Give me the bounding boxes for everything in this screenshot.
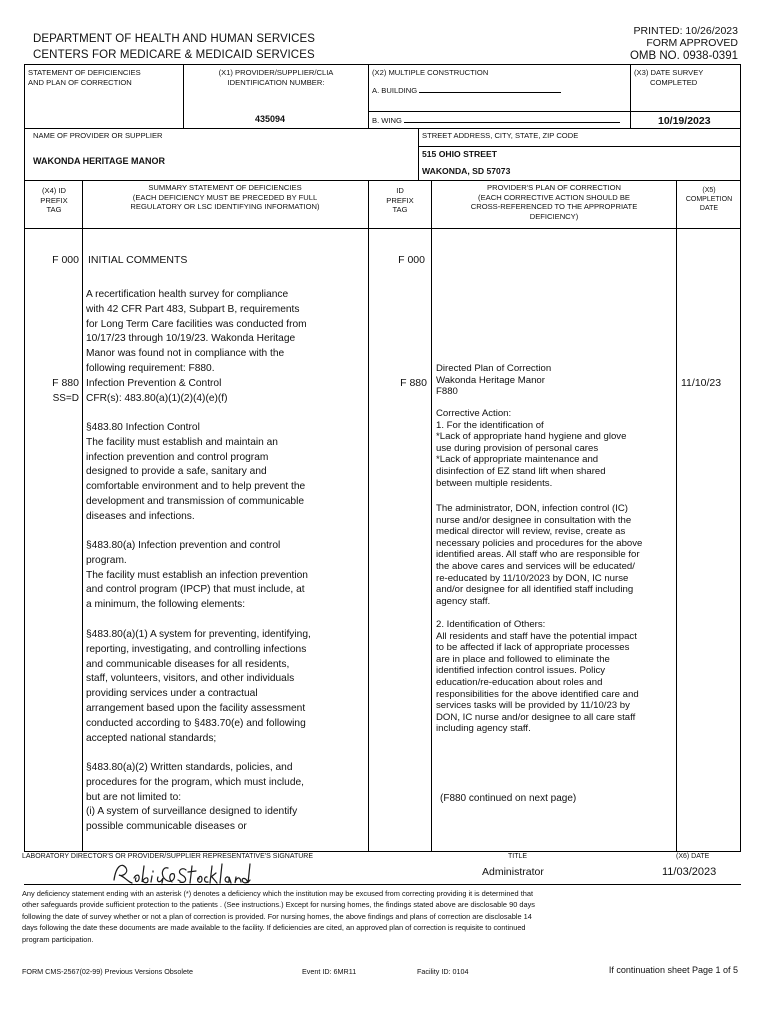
statement-label-1: STATEMENT OF DEFICIENCIES [28, 68, 141, 77]
provider-id: 435094 [255, 114, 286, 124]
summary-block-1 [86, 288, 366, 406]
f880-cfr: CFR(s): 483.80(a)(1)(2)(4)(e)(f) [86, 392, 228, 404]
plan-line: identified areas. All staff who are responsible for [436, 549, 640, 561]
summary-line: designed to provide a safe, sanitary and [86, 466, 267, 478]
summary-line: a minimum, the following elements: [86, 599, 246, 611]
disclaimer-line: Any deficiency statement ending with an asterisk (*) denotes a deficiency which the institution may be excused from correcting providing it is determined that [22, 889, 534, 898]
agency-line-1: DEPARTMENT OF HEALTH AND HUMAN SERVICES [33, 33, 316, 45]
plan-line: responsibilities for the above identified care and [436, 688, 639, 700]
x4-header-1: (X4) ID [41, 186, 67, 195]
plan-line: the above cares and services will be educated/ [436, 560, 635, 572]
plan-line: identified infection control issues. Policy [436, 665, 606, 677]
x1-label [186, 68, 366, 87]
plan-continued-note: (F880 continued on next page) [440, 793, 577, 804]
summary-line: §483.80(a)(1) A system for preventing, identifying, [86, 629, 311, 640]
plan-block-1 [436, 363, 676, 398]
plan-block-2 [436, 408, 676, 489]
summary-line: 10/17/23 through 10/19/23. Wakonda Heritage [86, 333, 296, 345]
summary-header-2: (EACH DEFICIENCY MUST BE PRECEDED BY FULL [132, 192, 318, 202]
plan-line: All residents and staff have the potential impact [436, 630, 637, 642]
plan-line: nurse and/or designee in consultation with the [436, 514, 632, 526]
disclaimer-line: following the date of survey whether or not a plan of correction is provided. For nursing homes, the above findings and plans of correction are disclosable 14 [22, 911, 532, 921]
completion-header-3: DATE [699, 205, 719, 212]
statement-label [28, 68, 141, 87]
tag-f880-right: F 880 [400, 377, 427, 389]
summary-line: (i) A system of surveillance designed to identify [86, 806, 298, 818]
event-id: Event ID: 6MR11 [302, 967, 357, 976]
printed-date: PRINTED: 10/26/2023 [633, 25, 738, 37]
survey-date: 10/19/2023 [658, 115, 711, 127]
summary-line: The facility must establish an infection prevention [86, 569, 308, 581]
summary-header-1: SUMMARY STATEMENT OF DEFICIENCIES [148, 183, 302, 192]
x1-label-2: IDENTIFICATION NUMBER: [227, 77, 325, 87]
x4-header [26, 186, 82, 215]
title-label: TITLE [508, 853, 528, 860]
summary-line: Manor was found not in compliance with the [86, 348, 285, 360]
plan-line: F880 [436, 386, 458, 398]
plan-header-3: CROSS-REFERENCED TO THE APPROPRIATE [470, 202, 638, 211]
x4-header-2: PREFIX [40, 195, 68, 205]
tag-f000-right: F 000 [398, 254, 425, 266]
plan-line: Directed Plan of Correction [436, 363, 552, 374]
summary-line: but are not limited to: [86, 791, 182, 803]
form-number: FORM CMS-2567(02-99) Previous Versions Obsolete [22, 967, 193, 976]
summary-line: reporting, investigating, and controlling infections [86, 643, 307, 655]
plan-header [433, 183, 675, 221]
plan-line: services tasks will be provided by 11/10/23 by [436, 700, 630, 712]
summary-line: staff, volunteers, visitors, and other individuals [86, 673, 295, 685]
tag-f000-left: F 000 [52, 254, 79, 266]
wing-field [372, 114, 620, 126]
summary-line: with 42 CFR Part 483, Subpart B, requirements [86, 303, 300, 315]
disclaimer-line: other safeguards provide sufficient protection to the patients . (See instructions.) Except for nursing homes, the findings stated above are disclosable 90 days [22, 900, 535, 910]
summary-header [84, 183, 366, 212]
plan-line: education/re-education about roles and [436, 676, 603, 688]
summary-line: arrangement based upon the facility assessment [86, 702, 306, 714]
id-header-2: PREFIX [386, 195, 414, 205]
plan-line: *Lack of appropriate hand hygiene and glove [436, 431, 627, 443]
form-approved: FORM APPROVED [646, 37, 738, 49]
provider-name-label: NAME OF PROVIDER OR SUPPLIER [33, 131, 163, 140]
plan-block-3 [436, 503, 676, 607]
plan-line: are in place and followed to eliminate the [436, 653, 610, 665]
scope-severity: SS=D [52, 393, 79, 404]
plan-block-4 [436, 619, 676, 735]
plan-header-2: (EACH CORRECTIVE ACTION SHOULD BE [478, 192, 630, 202]
address-label: STREET ADDRESS, CITY, STATE, ZIP CODE [422, 131, 579, 140]
disclaimer-line: days following the date these documents are made available to the facility. If deficiencies are cited, an approved plan of correction is requisite to continued [22, 923, 526, 933]
facility-id: Facility ID: 0104 [417, 967, 469, 976]
building-label: A. BUILDING [372, 86, 418, 95]
statement-label-2: AND PLAN OF CORRECTION [28, 77, 132, 87]
summary-line: program. [86, 554, 127, 566]
signature-label: LABORATORY DIRECTOR'S OR PROVIDER/SUPPLIER REPRESENTATIVE'S SIGNATURE [22, 853, 314, 860]
plan-line: necessary policies and procedures for the above [436, 537, 643, 549]
plan-header-4: DEFICIENCY) [529, 211, 579, 221]
summary-line: A recertification health survey for compliance [86, 289, 289, 300]
plan-line: Corrective Action: [436, 408, 512, 419]
plan-line: including agency staff. [436, 723, 531, 735]
summary-line: possible communicable diseases or [86, 821, 247, 833]
omb-number: OMB NO. 0938-0391 [629, 50, 738, 62]
plan-line: medical director will review, revise, create as [436, 526, 626, 538]
plan-line: 1. For the identification of [436, 419, 544, 431]
summary-line: following requirement: F880. [86, 362, 215, 374]
plan-line: The administrator, DON, infection control (IC) [436, 503, 628, 514]
summary-line: §483.80(a) Infection prevention and control [86, 540, 281, 551]
id-header [370, 186, 430, 215]
summary-line: development and transmission of communicable [86, 495, 305, 507]
provider-name: WAKONDA HERITAGE MANOR [33, 156, 165, 166]
x4-header-3: TAG [46, 205, 62, 214]
completion-date: 11/10/23 [681, 377, 722, 389]
initial-comments-heading: INITIAL COMMENTS [88, 254, 188, 266]
id-header-3: TAG [392, 205, 408, 214]
plan-line: *Lack of appropriate maintenance and [436, 454, 599, 466]
wing-label: B. WING [372, 116, 402, 125]
x1-label-1: (X1) PROVIDER/SUPPLIER/CLIA [218, 68, 334, 77]
summary-line: diseases and infections. [86, 510, 195, 522]
disclaimer-line: program participation. [22, 934, 94, 944]
summary-line: for Long Term Care facilities was conducted from [86, 318, 307, 330]
plan-line: and/or designee for all identified staff including [436, 584, 634, 596]
summary-block-4 [86, 628, 366, 746]
plan-line: disinfection of EZ stand lift when shared [436, 465, 606, 477]
plan-line: use during provision of personal cares [436, 442, 599, 454]
summary-line: infection prevention and control program [86, 451, 269, 463]
plan-line: 2. Identification of Others: [436, 619, 546, 630]
page-indicator: If continuation sheet Page 1 of 5 [608, 965, 738, 975]
address-line-1: 515 OHIO STREET [422, 149, 497, 159]
plan-line: agency staff. [436, 595, 491, 607]
summary-line: comfortable environment and to help prevent the [86, 481, 306, 493]
summary-line: accepted national standards; [86, 732, 217, 744]
form-approval-block [630, 25, 738, 62]
agency-line-2: CENTERS FOR MEDICARE & MEDICAID SERVICES [33, 49, 315, 61]
summary-line: procedures for the program, which must include, [86, 776, 305, 788]
building-field [372, 84, 561, 96]
summary-header-3: REGULATORY OR LSC IDENTIFYING INFORMATION) [130, 202, 320, 211]
signer-title: Administrator [482, 866, 544, 878]
plan-line: between multiple residents. [436, 477, 553, 489]
completion-header [678, 186, 740, 213]
summary-block-3 [86, 539, 366, 613]
summary-block-2 [86, 421, 366, 525]
summary-line: §483.80(a)(2) Written standards, policies, and [86, 762, 293, 773]
tag-f880-left: F 880 [52, 377, 79, 389]
completion-header-1: (X5) [702, 187, 716, 194]
summary-line: §483.80 Infection Control [86, 422, 200, 433]
x3-label-2: COMPLETED [650, 77, 698, 87]
summary-line: and control program (IPCP) that must include, at [86, 584, 305, 596]
signature-date: 11/03/2023 [662, 866, 717, 878]
x2-label: (X2) MULTIPLE CONSTRUCTION [372, 68, 489, 77]
summary-line: The facility must establish and maintain an [86, 436, 278, 448]
summary-line: providing services under a contractual [86, 688, 258, 700]
id-header-1: ID [396, 186, 404, 195]
summary-line: conducted according to §483.70(e) and following [86, 717, 306, 729]
plan-line: DON, IC nurse and/or designee to all care staff [436, 711, 636, 723]
agency-name [33, 33, 315, 62]
address-line-2: WAKONDA, SD 57073 [422, 166, 511, 176]
date-label: (X6) DATE [676, 853, 710, 860]
wing-line [404, 114, 620, 123]
disclaimer [22, 888, 742, 945]
plan-line: Wakonda Heritage Manor [436, 374, 545, 386]
x3-label [634, 68, 703, 87]
building-line [419, 84, 561, 93]
f880-title: Infection Prevention & Control [86, 377, 222, 389]
summary-block-5 [86, 761, 366, 835]
summary-line: and communicable diseases for all residents, [86, 658, 290, 670]
completion-header-2: COMPLETION [685, 196, 733, 203]
plan-line: to be affected if lack of appropriate processes [436, 642, 630, 654]
x3-label-1: (X3) DATE SURVEY [634, 68, 704, 77]
plan-header-1: PROVIDER'S PLAN OF CORRECTION [487, 183, 621, 192]
plan-line: re-educated by 11/10/2023 by DON, IC nurse [436, 572, 629, 584]
